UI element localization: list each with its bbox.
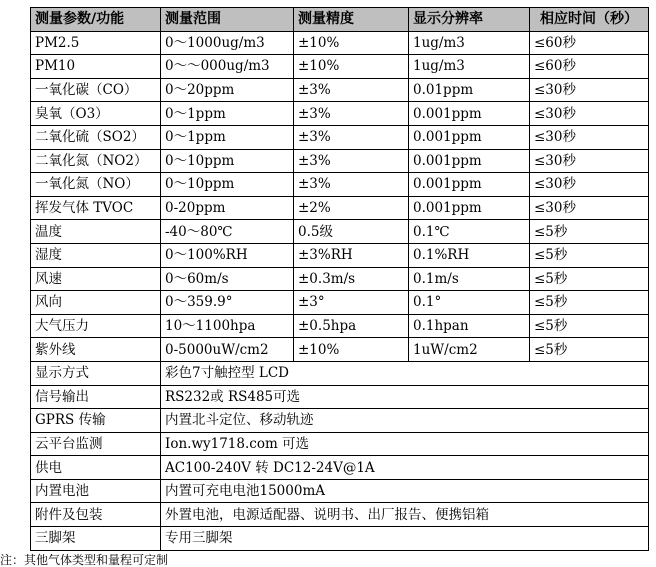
accuracy-cell: ±10%: [294, 55, 409, 79]
param-cell: 风速: [31, 267, 161, 291]
table-row: [31, 149, 649, 173]
feature-label: 信号输出: [31, 385, 161, 409]
header-cell-resolution: 显示分辨率: [409, 8, 530, 32]
resolution-cell: 1ug/m3: [409, 55, 530, 79]
accuracy-cell: ±10%: [294, 31, 409, 55]
accuracy-cell: ±3%: [294, 78, 409, 102]
resolution-cell: 0.01ppm: [409, 78, 530, 102]
header-row: [31, 8, 649, 32]
feature-label: 内置电池: [31, 479, 161, 503]
header-cell-accuracy: 测量精度: [294, 8, 409, 32]
accuracy-cell: ±3%RH: [294, 243, 409, 267]
feature-value: 外置电池，电源适配器、说明书、出厂报告、便携铝箱: [161, 503, 649, 527]
feature-label: 供电: [31, 456, 161, 480]
feature-row: [31, 527, 649, 551]
range-cell: 0～10ppm: [161, 149, 294, 173]
feature-row: [31, 456, 649, 480]
range-cell: 0～1ppm: [161, 102, 294, 126]
resolution-cell: 1ug/m3: [409, 31, 530, 55]
range-cell: 0～10ppm: [161, 173, 294, 197]
feature-label: 附件及包装: [31, 503, 161, 527]
table-row: [31, 220, 649, 244]
accuracy-cell: ±0.3m/s: [294, 267, 409, 291]
feature-value: 内置北斗定位、移动轨迹: [161, 409, 649, 433]
feature-value: AC100-240V 转 DC12-24V@1A: [161, 456, 649, 480]
feature-row: [31, 479, 649, 503]
footnote: 注：其他气体类型和量程可定制: [0, 553, 169, 567]
param-cell: 一氧化氮（NO）: [31, 173, 161, 197]
response-cell: ≤30秒: [530, 173, 649, 197]
feature-label: 云平台监测: [31, 432, 161, 456]
spec-table: [30, 7, 649, 551]
response-cell: ≤5秒: [530, 291, 649, 315]
table-row: [31, 291, 649, 315]
param-cell: 大气压力: [31, 314, 161, 338]
table-row: [31, 243, 649, 267]
resolution-cell: 0.001ppm: [409, 173, 530, 197]
response-cell: ≤5秒: [530, 220, 649, 244]
accuracy-cell: ±3°: [294, 291, 409, 315]
range-cell: 0-5000uW/cm2: [161, 338, 294, 362]
range-cell: 0～1000ug/m3: [161, 31, 294, 55]
range-cell: 10～1100hpa: [161, 314, 294, 338]
resolution-cell: 0.001ppm: [409, 149, 530, 173]
param-cell: 温度: [31, 220, 161, 244]
table-row: [31, 173, 649, 197]
param-cell: 湿度: [31, 243, 161, 267]
range-cell: 0～～000ug/m3: [161, 55, 294, 79]
response-cell: ≤30秒: [530, 102, 649, 126]
feature-label: 三脚架: [31, 527, 161, 551]
response-cell: ≤5秒: [530, 314, 649, 338]
param-cell: PM10: [31, 55, 161, 79]
table-row: [31, 55, 649, 79]
feature-value: RS232或 RS485可选: [161, 385, 649, 409]
response-cell: ≤30秒: [530, 125, 649, 149]
resolution-cell: 0.001ppm: [409, 102, 530, 126]
response-cell: ≤30秒: [530, 149, 649, 173]
table-row: [31, 125, 649, 149]
table-row: [31, 196, 649, 220]
feature-label: 显示方式: [31, 361, 161, 385]
accuracy-cell: ±3%: [294, 173, 409, 197]
resolution-cell: 0.1hpan: [409, 314, 530, 338]
range-cell: 0～20ppm: [161, 78, 294, 102]
resolution-cell: 0.001ppm: [409, 196, 530, 220]
table-row: [31, 314, 649, 338]
table-row: [31, 31, 649, 55]
table-row: [31, 78, 649, 102]
accuracy-cell: ±3%: [294, 149, 409, 173]
range-cell: 0～60m/s: [161, 267, 294, 291]
header-cell-range: 测量范围: [161, 8, 294, 32]
param-cell: 一氧化碳（CO）: [31, 78, 161, 102]
resolution-cell: 0.1℃: [409, 220, 530, 244]
feature-value: 内置可充电电池15000mA: [161, 479, 649, 503]
feature-row: [31, 385, 649, 409]
table-row: [31, 338, 649, 362]
response-cell: ≤60秒: [530, 31, 649, 55]
response-cell: ≤30秒: [530, 196, 649, 220]
param-cell: PM2.5: [31, 31, 161, 55]
accuracy-cell: 0.5级: [294, 220, 409, 244]
response-cell: ≤5秒: [530, 338, 649, 362]
header-cell-response-time: 相应时间（秒）: [530, 8, 649, 32]
accuracy-cell: ±10%: [294, 338, 409, 362]
response-cell: ≤5秒: [530, 243, 649, 267]
resolution-cell: 0.1m/s: [409, 267, 530, 291]
param-cell: 二氧化硫（SO2）: [31, 125, 161, 149]
range-cell: 0～1ppm: [161, 125, 294, 149]
range-cell: 0-20ppm: [161, 196, 294, 220]
feature-label: GPRS 传输: [31, 409, 161, 433]
range-cell: -40～80℃: [161, 220, 294, 244]
response-cell: ≤60秒: [530, 55, 649, 79]
range-cell: 0～359.9°: [161, 291, 294, 315]
feature-row: [31, 503, 649, 527]
resolution-cell: 0.001ppm: [409, 125, 530, 149]
resolution-cell: 1uW/cm2: [409, 338, 530, 362]
accuracy-cell: ±0.5hpa: [294, 314, 409, 338]
feature-value: 彩色7寸触控型 LCD: [161, 361, 649, 385]
feature-value: 专用三脚架: [161, 527, 649, 551]
accuracy-cell: ±3%: [294, 125, 409, 149]
feature-row: [31, 361, 649, 385]
feature-row: [31, 409, 649, 433]
resolution-cell: 0.1°: [409, 291, 530, 315]
param-cell: 风向: [31, 291, 161, 315]
resolution-cell: 0.1%RH: [409, 243, 530, 267]
response-cell: ≤5秒: [530, 267, 649, 291]
feature-value: Ion.wy1718.com 可选: [161, 432, 649, 456]
param-cell: 挥发气体 TVOC: [31, 196, 161, 220]
accuracy-cell: ±2%: [294, 196, 409, 220]
table-row: [31, 267, 649, 291]
header-cell-parameter: 测量参数/功能: [31, 8, 161, 32]
param-cell: 二氧化氮（NO2）: [31, 149, 161, 173]
param-cell: 紫外线: [31, 338, 161, 362]
feature-row: [31, 432, 649, 456]
accuracy-cell: ±3%: [294, 102, 409, 126]
response-cell: ≤30秒: [530, 78, 649, 102]
param-cell: 臭氧（O3）: [31, 102, 161, 126]
table-row: [31, 102, 649, 126]
range-cell: 0～100%RH: [161, 243, 294, 267]
